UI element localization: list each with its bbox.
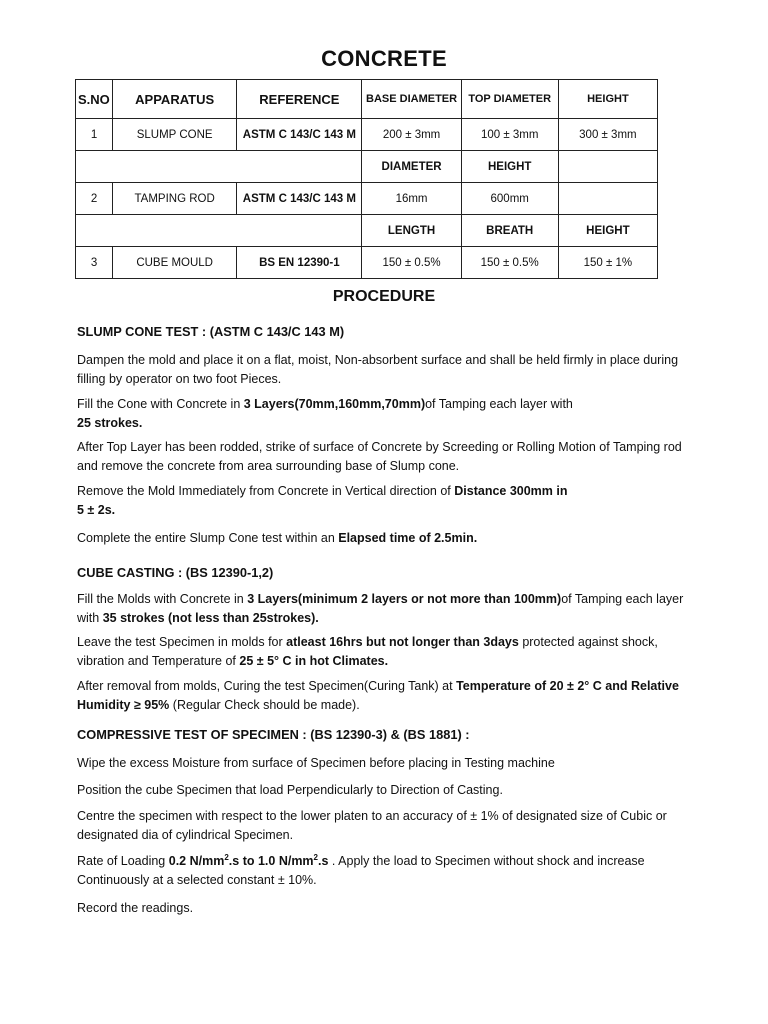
text-run-bold: 3 Layers(minimum 2 layers or not more than 100mm) (247, 592, 562, 606)
text-run: Remove the Mold Immediately from Concrete in Vertical direction of (77, 484, 455, 498)
slump-paragraph-1: Dampen the mold and place it on a flat, moist, Non-absorbent surface and shall be held firmly in place during filling by operator on two foot Pieces. (77, 353, 679, 386)
compressive-paragraph-5: Record the readings. (77, 901, 194, 915)
text-run: Fill the Molds with Concrete in (77, 592, 248, 606)
header-top-diameter: TOP DIAMETER (461, 80, 558, 119)
text-run: of Tamping each layer with (77, 592, 684, 625)
compressive-paragraph-3: Centre the specimen with respect to the lower platen to an accuracy of ± 1% of designated size of Cubic or designated dia of cylindrical Specimen. (77, 809, 667, 842)
page-title: CONCRETE (321, 46, 447, 71)
header-reference: REFERENCE (237, 80, 362, 119)
cell-value: 16mm (362, 183, 461, 215)
table-subheader-row (76, 215, 658, 247)
text-run: of Tamping each layer with (425, 397, 573, 411)
table-row (76, 247, 658, 279)
header-sno: S.NO (76, 80, 113, 119)
text-run-bold: 25 ± 5° C in hot Climates. (239, 654, 389, 668)
cell-apparatus: TAMPING ROD (113, 183, 237, 215)
cube-paragraph-3 (77, 677, 697, 715)
slump-paragraph-3: After Top Layer has been rodded, strike of surface of Concrete by Screeding or Rolling Motion of Tamping rod and remove the concrete from area surrounding base of Slump cone. (77, 440, 682, 473)
table-row (76, 119, 658, 151)
cube-paragraph-2 (77, 633, 697, 671)
cell-value (558, 183, 657, 215)
slump-paragraph-5 (77, 529, 697, 548)
compressive-paragraph-2: Position the cube Specimen that load Perpendicularly to Direction of Casting. (77, 783, 503, 797)
cell-sno: 3 (76, 247, 113, 279)
subheader-breath: BREATH (461, 215, 558, 247)
table-subheader-row (76, 151, 658, 183)
cube-paragraph-1 (77, 590, 697, 628)
text-run-bold: .s to 1.0 N/mm (228, 854, 314, 868)
cube-heading: CUBE CASTING : (BS 12390-1,2) (77, 565, 274, 580)
compressive-heading: COMPRESSIVE TEST OF SPECIMEN : (BS 12390-3) & (BS 1881) : (77, 727, 470, 742)
cell-reference: BS EN 12390-1 (237, 247, 362, 279)
text-run-bold: atleast 16hrs but not longer than 3days (286, 635, 519, 649)
superscript: 2 (224, 852, 229, 862)
slump-paragraph-2 (77, 395, 697, 433)
cell-value: 200 ± 3mm (362, 119, 461, 151)
text-run: Complete the entire Slump Cone test within an (77, 531, 339, 545)
cell-value: 600mm (461, 183, 558, 215)
cell-empty (76, 215, 362, 247)
text-run: Fill the Cone with Concrete in (77, 397, 244, 411)
slump-paragraph-4 (77, 482, 697, 520)
header-height: HEIGHT (558, 80, 657, 119)
cell-apparatus: SLUMP CONE (113, 119, 237, 151)
text-run-bold: .s (318, 854, 329, 868)
subheader-height: HEIGHT (558, 215, 657, 247)
subheader-empty (558, 151, 657, 183)
cell-value: 300 ± 3mm (558, 119, 657, 151)
text-run-bold: 25 strokes. (77, 416, 143, 430)
subheader-diameter: DIAMETER (362, 151, 461, 183)
text-run-bold: Elapsed time of 2.5min. (338, 531, 478, 545)
cell-empty (76, 151, 362, 183)
text-run: Rate of Loading (77, 854, 169, 868)
apparatus-table (75, 79, 658, 279)
cell-value: 100 ± 3mm (461, 119, 558, 151)
superscript: 2 (313, 852, 318, 862)
cell-value: 150 ± 0.5% (362, 247, 461, 279)
subheader-length: LENGTH (362, 215, 461, 247)
cell-apparatus: CUBE MOULD (113, 247, 237, 279)
text-run: protected against shock, vibration and Temperature of (77, 635, 658, 668)
cell-value: 150 ± 0.5% (461, 247, 558, 279)
table-row (76, 183, 658, 215)
slump-heading: SLUMP CONE TEST : (ASTM C 143/C 143 M) (77, 324, 345, 339)
text-run-bold: Distance 300mm in (454, 484, 568, 498)
header-base-diameter: BASE DIAMETER (362, 80, 461, 119)
text-run: . Apply the load to Specimen without shock and increase Continuously at a selected constant ± 10%. (77, 854, 645, 887)
text-run-bold: Temperature of 20 ± 2° C and Relative Humidity ≥ 95% (77, 679, 679, 712)
text-run-bold: 0.2 N/mm (168, 854, 225, 868)
compressive-paragraph-1: Wipe the excess Moisture from surface of Specimen before placing in Testing machine (77, 756, 555, 770)
text-run: Leave the test Specimen in molds for (77, 635, 287, 649)
cell-sno: 2 (76, 183, 113, 215)
cell-value: 150 ± 1% (558, 247, 657, 279)
table-header-row (76, 80, 658, 119)
loading-rate (169, 854, 329, 868)
text-run-bold: 3 Layers(70mm,160mm,70mm) (243, 397, 426, 411)
text-run-bold: 5 ± 2s. (77, 503, 116, 517)
procedure-title: PROCEDURE (332, 288, 436, 305)
compressive-paragraph-4 (77, 852, 697, 890)
text-run: After removal from molds, Curing the test Specimen(Curing Tank) at (77, 679, 457, 693)
text-run: (Regular Check should be made). (169, 698, 360, 712)
cell-reference: ASTM C 143/C 143 M (237, 183, 362, 215)
cell-sno: 1 (76, 119, 113, 151)
subheader-height: HEIGHT (461, 151, 558, 183)
text-run-bold: 35 strokes (not less than 25strokes). (102, 611, 319, 625)
header-apparatus: APPARATUS (113, 80, 237, 119)
cell-reference: ASTM C 143/C 143 M (237, 119, 362, 151)
